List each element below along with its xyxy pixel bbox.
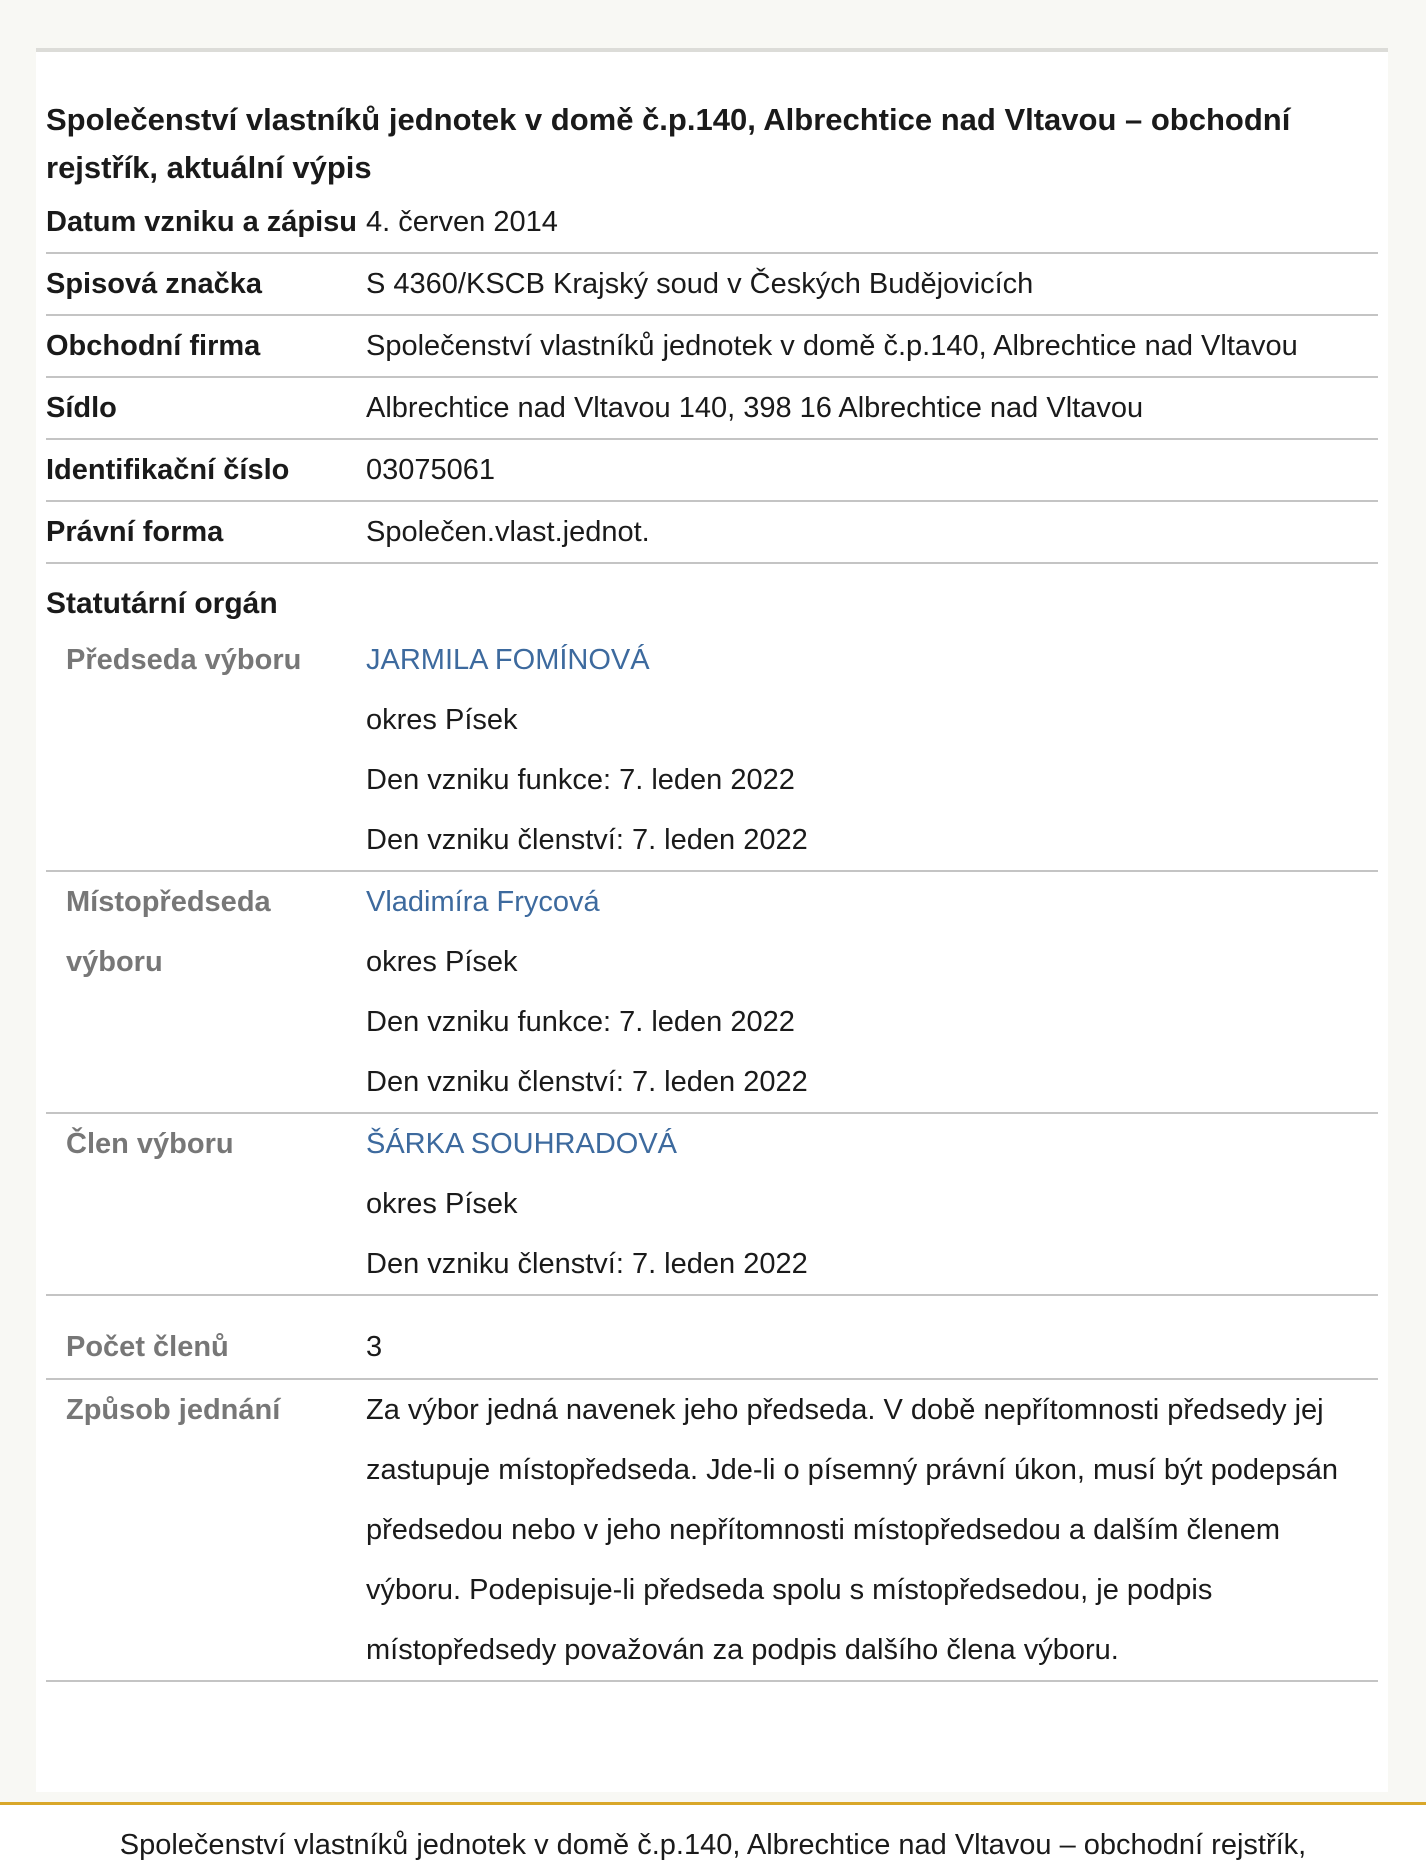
conduct-row <box>46 1380 1378 1682</box>
member-membership-start: Den vzniku členství: 7. leden 2022 <box>366 1248 808 1280</box>
footer-text: Společenství vlastníků jednotek v domě č.p.140, Albrechtice nad Vltavou – obchodní rejstřík, <box>119 1829 1307 1861</box>
member-count-row <box>46 1296 1378 1380</box>
member-function-start: Den vzniku funkce: 7. leden 2022 <box>366 1006 795 1038</box>
member-role: Místopředseda výboru <box>66 886 271 978</box>
member-count-value: 3 <box>366 1331 383 1363</box>
info-value: S 4360/KSCB Krajský soud v Českých Budějovicích <box>366 268 1034 300</box>
info-row-founding-date <box>46 192 1378 254</box>
member-district: okres Písek <box>366 704 518 736</box>
conduct-value: Za výbor jedná navenek jeho předseda. V době nepřítomnosti předsedy jej zastupuje místopředseda. Jde-li o písemný právní úkon, musí být podepsán předsedou nebo v jeho nepřítomnosti místopředsedou a dalším členem výboru. Podepisuje-li předseda spolu s místopředsedou, je podpis místopředsedy považován za podpis dalšího člena výboru. <box>366 1394 1339 1666</box>
member-name-link[interactable]: JARMILA FOMÍNOVÁ <box>366 644 650 676</box>
member-name-link[interactable]: ŠÁRKA SOUHRADOVÁ <box>366 1128 678 1160</box>
info-row-file-number <box>46 254 1378 316</box>
info-row-id-number <box>46 440 1378 502</box>
info-value: Společenství vlastníků jednotek v domě č.p.140, Albrechtice nad Vltavou <box>366 330 1298 362</box>
info-label: Datum vzniku a zápisu <box>46 206 358 238</box>
member-membership-start: Den vzniku členství: 7. leden 2022 <box>366 824 808 856</box>
statutory-member-row <box>46 1114 1378 1296</box>
info-value: 4. červen 2014 <box>366 206 558 238</box>
info-value: Společen.vlast.jednot. <box>366 516 650 548</box>
info-label: Identifikační číslo <box>46 454 290 486</box>
page-footer <box>0 1802 1426 1876</box>
info-label: Sídlo <box>46 392 117 424</box>
conduct-label: Způsob jednání <box>66 1394 281 1426</box>
member-count-label: Počet členů <box>66 1331 229 1363</box>
info-row-business-name <box>46 316 1378 378</box>
member-function-start: Den vzniku funkce: 7. leden 2022 <box>366 764 795 796</box>
statutory-member-row <box>46 872 1378 1114</box>
registry-extract-card <box>36 48 1388 1792</box>
page-title: Společenství vlastníků jednotek v domě č.p.140, Albrechtice nad Vltavou – obchodní rejstřík, aktuální výpis <box>46 102 1291 185</box>
info-label: Spisová značka <box>46 268 262 300</box>
member-membership-start: Den vzniku členství: 7. leden 2022 <box>366 1066 808 1098</box>
statutory-section-title: Statutární orgán <box>46 587 278 620</box>
member-district: okres Písek <box>366 1188 518 1220</box>
info-value: 03075061 <box>366 454 496 486</box>
statutory-member-row <box>46 630 1378 872</box>
info-value: Albrechtice nad Vltavou 140, 398 16 Albrechtice nad Vltavou <box>366 392 1144 424</box>
info-row-legal-form <box>46 502 1378 564</box>
info-label: Obchodní firma <box>46 330 261 362</box>
info-row-seat <box>46 378 1378 440</box>
member-role: Předseda výboru <box>66 644 302 676</box>
member-district: okres Písek <box>366 946 518 978</box>
member-role: Člen výboru <box>66 1128 234 1160</box>
member-name-link[interactable]: Vladimíra Frycová <box>366 886 600 918</box>
info-label: Právní forma <box>46 516 224 548</box>
